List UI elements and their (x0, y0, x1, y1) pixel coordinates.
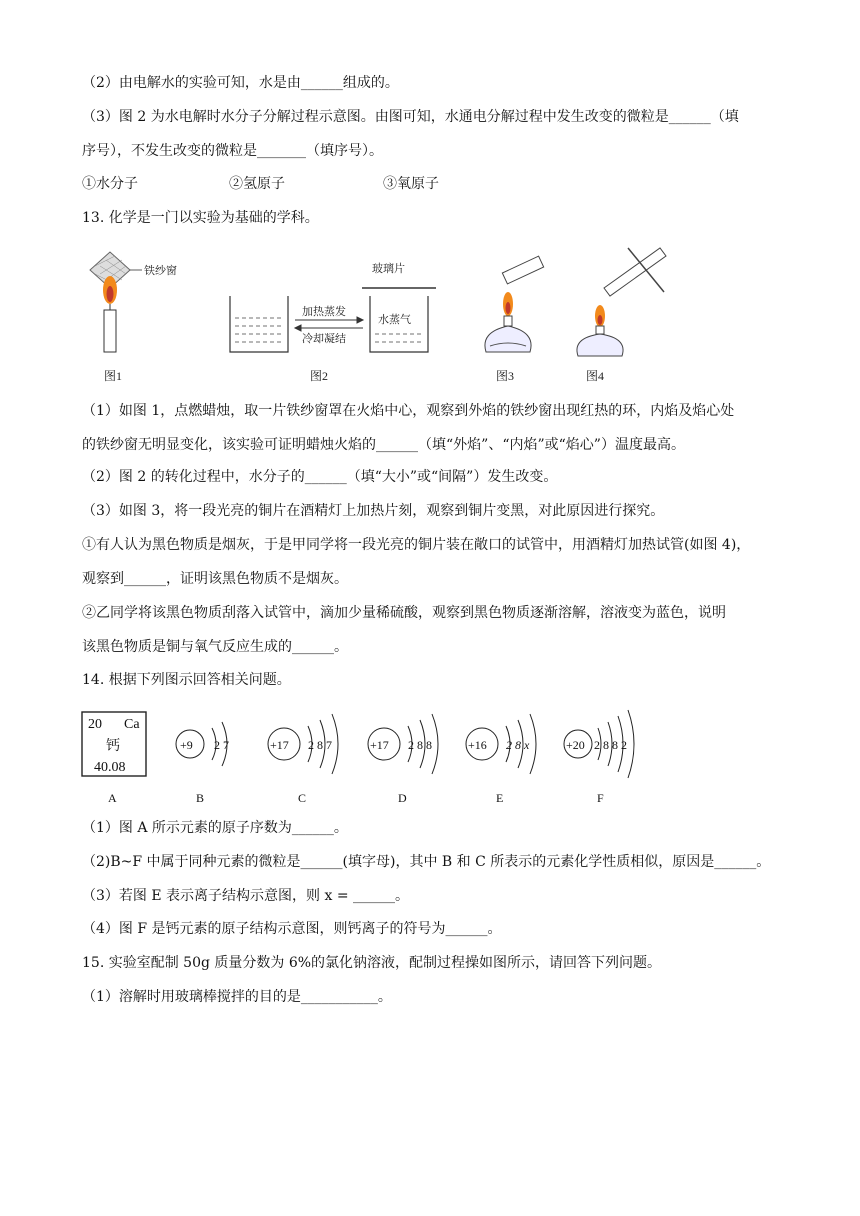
atom-d-label: D (398, 791, 407, 805)
atom-f-shells: 2 8 8 2 (594, 738, 627, 752)
fig4-label: 图4 (586, 369, 605, 383)
q12-option-3: ③氧原子 (383, 176, 439, 192)
q13-part1-line2: 的铁纱窗无明显变化，该实验可证明蜡烛火焰的______（填“外焰”、“内焰”或“焰心”）温度最高。 (82, 437, 685, 453)
q14-part4: （4）图 F 是钙元素的原子结构示意图，则钙离子的符号为______。 (82, 921, 502, 937)
q13-part3-1-line2: 观察到______，证明该黑色物质不是烟灰。 (82, 571, 348, 587)
q14-stem: 14. 根据下列图示回答相关问题。 (82, 672, 291, 688)
fig2-arrow-cool: 冷却凝结 (302, 333, 346, 345)
fig1-candle-gauze (90, 252, 142, 352)
q12-option-1: ①水分子 (82, 176, 138, 192)
fig2-arrow-heat: 加热蒸发 (302, 306, 346, 318)
q15-part1: （1）溶解时用玻璃棒搅拌的目的是___________。 (82, 989, 392, 1005)
fig2-vapor: 水蒸气 (378, 314, 411, 326)
q12-option-2: ②氢原子 (229, 176, 285, 192)
fig4-tube-lamp (577, 248, 666, 356)
fig3-lamp (485, 256, 544, 352)
q13-part3-1-line1: ①有人认为黑色物质是烟灰，于是甲同学将一段光亮的铜片装在敞口的试管中，用酒精灯加热试管(如图 4)， (82, 537, 751, 553)
atom-b-label: B (196, 791, 205, 805)
atom-e-nucleus: +16 (468, 738, 487, 752)
q14-figures (80, 700, 660, 810)
q13-part3: （3）如图 3，将一段光亮的铜片在酒精灯上加热片刻，观察到铜片变黑，对此原因进行探究。 (82, 503, 665, 519)
atom-e-shells: 2 8 x (506, 738, 530, 752)
q15-stem: 15. 实验室配制 50g 质量分数为 6%的氯化钠溶液，配制过程操如图所示，请回答下列问题。 (82, 955, 662, 971)
fig3-label: 图3 (496, 369, 515, 383)
fig2-label: 图2 (310, 369, 329, 383)
q13-part1-line1: （1）如图 1，点燃蜡烛，取一片铁纱窗罩在火焰中心，观察到外焰的铁纱窗出现红热的环，内焰及焰心处 (82, 403, 735, 419)
card-atomic-number: 20 (88, 717, 102, 732)
q12-part3-line2: 序号），不发生改变的微粒是_______（填序号）。 (82, 143, 383, 159)
card-symbol: Ca (124, 717, 140, 732)
fig1-label: 图1 (104, 369, 123, 383)
q13-stem: 13. 化学是一门以实验为基础的学科。 (82, 210, 319, 226)
q13-figures (80, 240, 680, 390)
q14-part2: （2)B~F 中属于同种元素的微粒是______(填字母)，其中 B 和 C 所表示的元素化学性质相似，原因是______。 (82, 854, 771, 870)
card-label-a: A (108, 791, 117, 805)
q13-part2: （2）图 2 的转化过程中，水分子的______（填“大小”或“间隔”）发生改变。 (82, 469, 558, 485)
q13-part3-2-line2: 该黑色物质是铜与氧气反应生成的______。 (82, 639, 348, 655)
atom-e-label: E (496, 791, 504, 805)
atom-f-label: F (597, 791, 604, 805)
q12-part2: （2）由电解水的实验可知，水是由______组成的。 (82, 75, 399, 91)
atom-d-nucleus: +17 (370, 738, 389, 752)
atom-b-nucleus: +9 (180, 738, 193, 752)
atom-c-shells: 2 8 7 (308, 738, 332, 752)
atom-c-label: C (298, 791, 307, 805)
fig1-tag-gauze: 铁纱窗 (144, 265, 177, 277)
fig2-tag-glass: 玻璃片 (372, 263, 405, 275)
atom-c-nucleus: +17 (270, 738, 289, 752)
card-element-name: 钙 (106, 739, 120, 754)
q14-part1: （1）图 A 所示元素的原子序数为______。 (82, 820, 348, 836)
atom-d-shells: 2 8 8 (408, 738, 432, 752)
q13-part3-2-line1: ②乙同学将该黑色物质刮落入试管中，滴加少量稀硫酸，观察到黑色物质逐渐溶解，溶液变为蓝色，说明 (82, 605, 726, 621)
atom-b-shells: 2 7 (214, 738, 229, 752)
atom-f-nucleus: +20 (566, 738, 585, 752)
q12-part3-line1: （3）图 2 为水电解时水分子分解过程示意图。由图可知，水通电分解过程中发生改变的微粒是______（填 (82, 109, 739, 125)
q14-part3: （3）若图 E 表示离子结构示意图，则 x = ______。 (82, 888, 410, 904)
card-atomic-mass: 40.08 (94, 760, 126, 775)
